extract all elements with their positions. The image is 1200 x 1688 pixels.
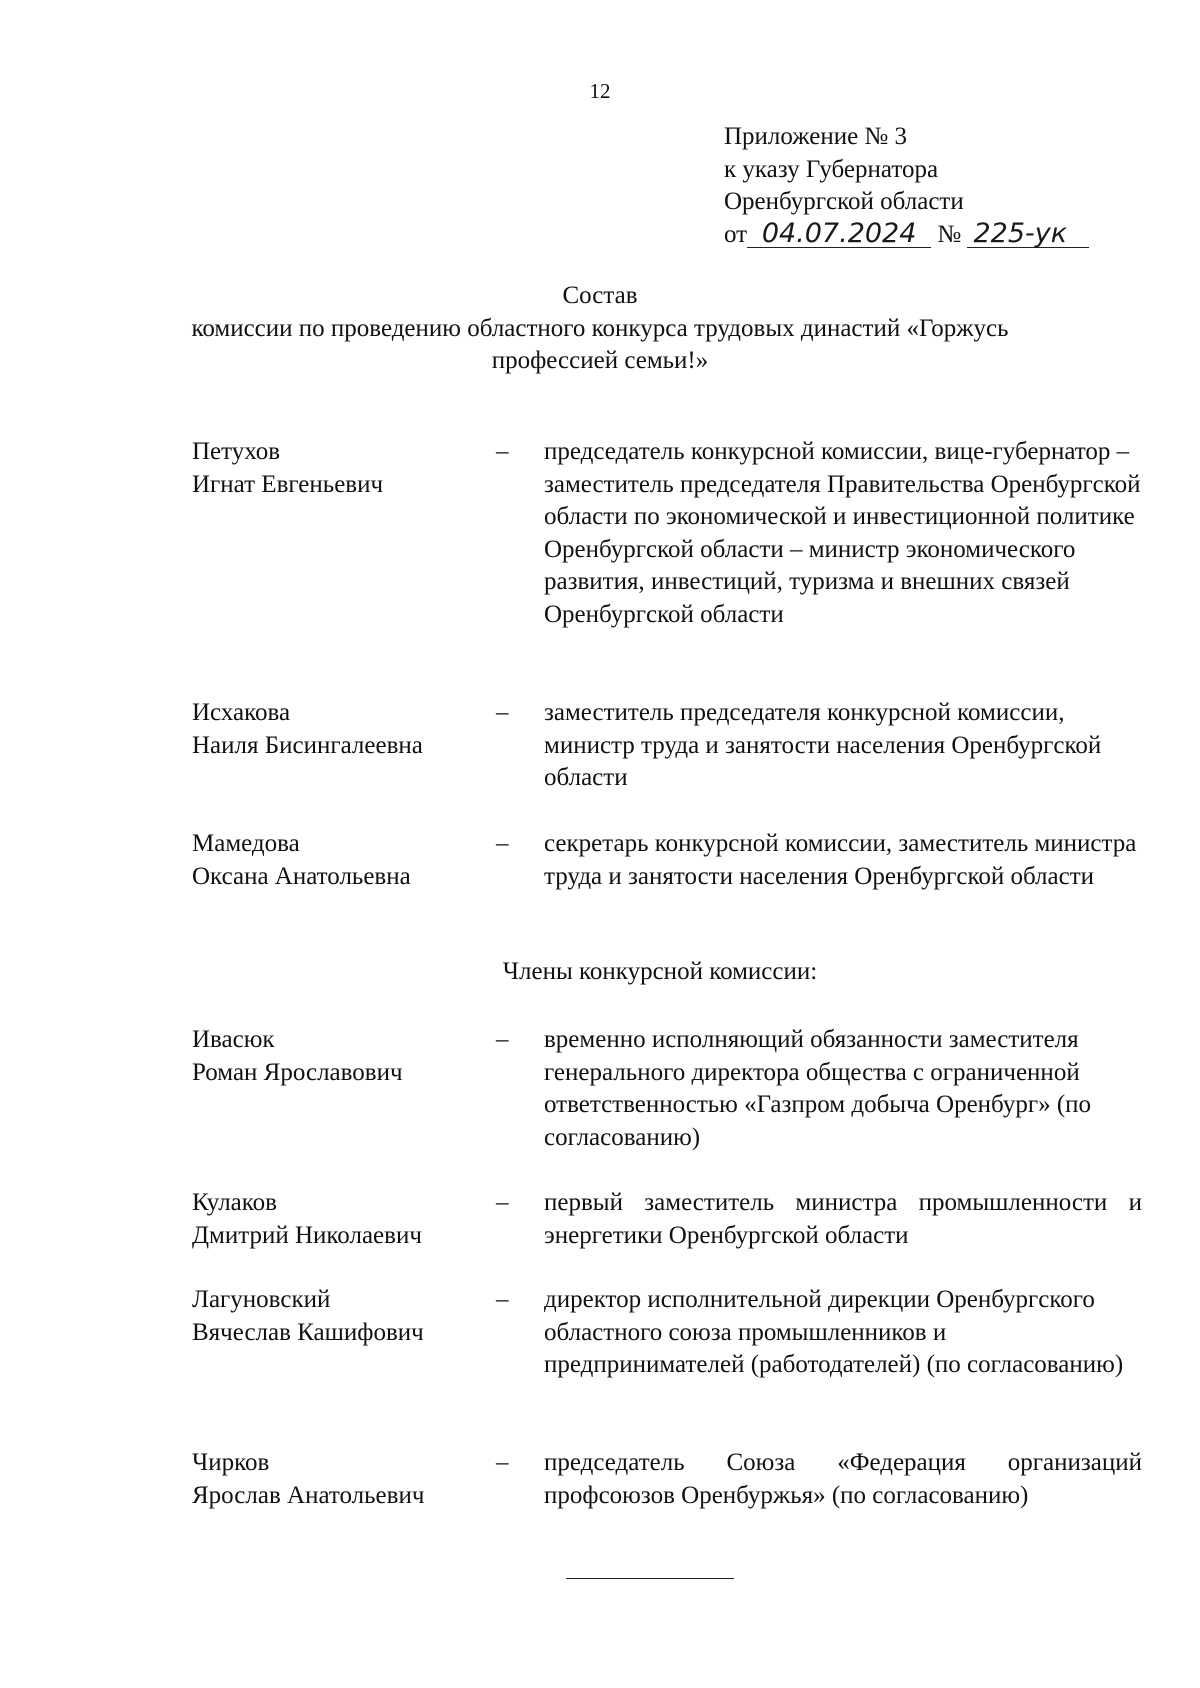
dash-separator: – (496, 699, 509, 726)
member-surname: Ивасюк (192, 1026, 275, 1053)
appendix-date-line (724, 219, 1089, 252)
handwritten-date: 04.07.2024 (747, 221, 931, 248)
member-role: секретарь конкурсной комиссии, заместитель министра труда и занятости населения Оренбургской области (544, 830, 1137, 890)
member-name (192, 1284, 472, 1349)
appendix-block (724, 121, 1089, 251)
dash-separator: – (496, 830, 509, 857)
member-name (192, 436, 472, 501)
member-given-names: Ярослав Анатольевич (192, 1481, 425, 1509)
member-surname: Мамедова (192, 830, 300, 857)
dash-separator: – (496, 1449, 509, 1476)
member-name (192, 697, 472, 762)
from-label: от (724, 220, 748, 248)
member-given-names: Оксана Анатольевна (192, 862, 411, 890)
dash-separator: – (496, 1026, 509, 1053)
dash-separator: – (496, 1286, 509, 1313)
member-name (192, 828, 472, 893)
member-surname: Чирков (192, 1449, 270, 1476)
closing-rule (566, 1578, 734, 1579)
appendix-region: Оренбургской области (724, 188, 964, 215)
document-title (0, 280, 1200, 378)
members-heading: Члены конкурсной комиссии: (502, 958, 818, 985)
member-given-names: Вячеслав Кашифович (192, 1318, 424, 1346)
member-role: председатель конкурсной комиссии, вице-губернатор – заместитель председателя Правительства Оренбургской области по экономической и инвестиционной политике Оренбургской области – министр экономического развития, инвестиций, туризма и внешних связей Оренбургской области (544, 438, 1141, 628)
page-number: 12 (589, 79, 611, 103)
member-given-names: Дмитрий Николаевич (192, 1221, 422, 1249)
member-given-names: Игнат Евгеньевич (192, 470, 384, 498)
dash-separator: – (496, 1189, 509, 1216)
member-role: директор исполнительной дирекции Оренбургского областного союза промышленников и предпринимателей (работодателей) (по согласованию) (544, 1286, 1124, 1378)
member-name (192, 1447, 472, 1512)
dash-separator: – (496, 438, 509, 465)
handwritten-number: 225-ук (967, 221, 1089, 248)
member-surname: Лагуновский (192, 1286, 331, 1313)
member-surname: Петухов (192, 438, 281, 465)
number-label: № (937, 220, 962, 248)
title-line-3: профессией семьи!» (491, 347, 709, 374)
member-given-names: Роман Ярославович (192, 1058, 403, 1086)
member-name (192, 1024, 472, 1089)
appendix-decree: к указу Губернатора (724, 155, 939, 183)
member-given-names: Наиля Бисингалеевна (192, 731, 423, 759)
member-role: первый заместитель министра промышленности и энергетики Оренбургской области (544, 1189, 1142, 1249)
member-surname: Кулаков (192, 1189, 277, 1216)
title-heading: Состав (562, 282, 638, 309)
title-line-2: комиссии по проведению областного конкурса трудовых династий «Горжусь (191, 314, 1009, 342)
member-role: временно исполняющий обязанности заместителя генерального директора общества с ограниченной ответственностью «Газпром добыча Оренбург» (по согласованию) (544, 1026, 1092, 1151)
member-role: председатель Союза «Федерация организаций профсоюзов Оренбуржья» (по согласованию) (544, 1449, 1142, 1509)
member-role: заместитель председателя конкурсной комиссии, министр труда и занятости населения Оренбургской области (544, 699, 1102, 791)
appendix-title: Приложение № 3 (724, 123, 908, 150)
member-name (192, 1187, 472, 1252)
member-surname: Исхакова (192, 699, 291, 726)
